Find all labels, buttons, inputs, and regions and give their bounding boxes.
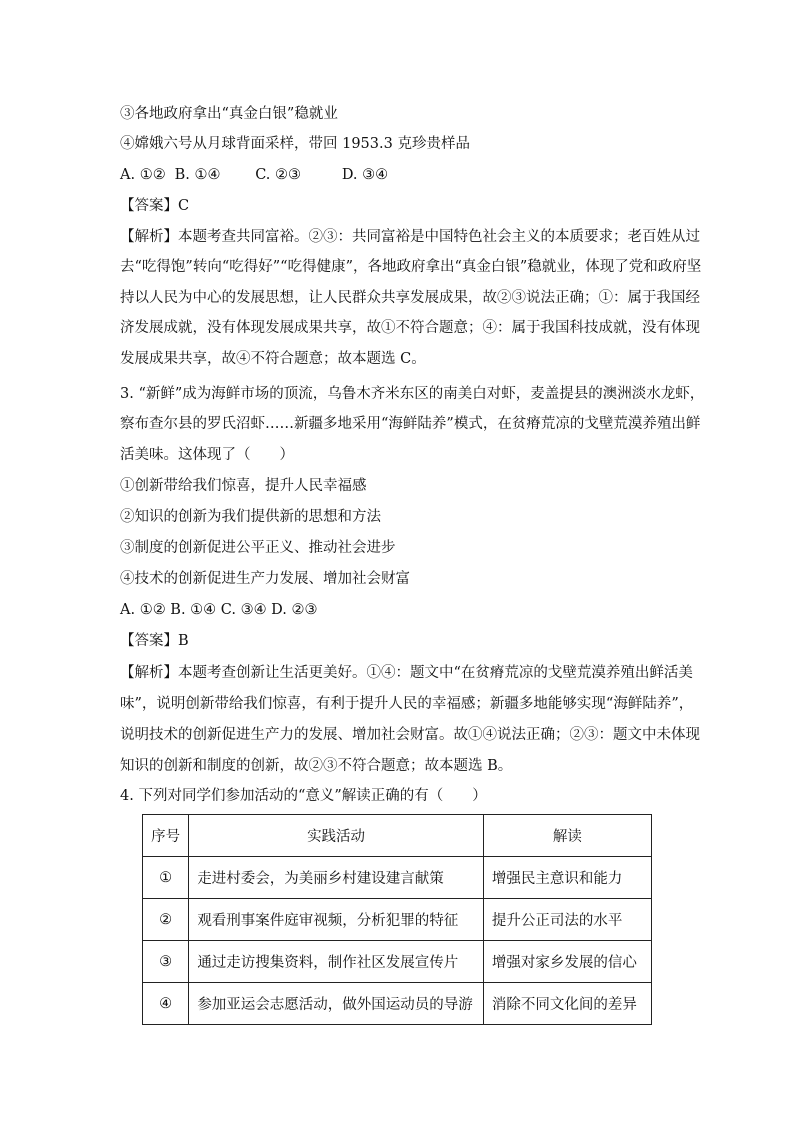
table-row [143, 941, 652, 983]
q3-item-4: ④技术的创新促进生产力发展、增加社会财富 [120, 571, 410, 587]
q2-analysis-line: 济发展成就，没有体现发展成果共享，故①不符合题意；④：属于我国科技成就，没有体现 [120, 320, 700, 336]
q2-answer: 【答案】C [120, 198, 190, 214]
q3-options: A. ①② B. ①④ C. ③④ D. ②③ [120, 602, 318, 618]
table-header-row [143, 815, 652, 857]
row-index: ④ [143, 983, 189, 1025]
row-activity: 观看刑事案件庭审视频，分析犯罪的特征 [189, 899, 484, 941]
row-activity: 通过走访搜集资料，制作社区发展宣传片 [189, 941, 484, 983]
q2-analysis-line: 去“吃得饱”转向“吃得好”“吃得健康”，各地政府拿出“真金白银”稳就业，体现了党和政府坚 [120, 259, 702, 275]
row-interpretation: 消除不同文化间的差异 [483, 983, 651, 1025]
q2-analysis-line: 持以人民为中心的发展思想，让人民群众共享发展成果，故②③说法正确；①：属于我国经 [120, 290, 700, 306]
q2-options [120, 165, 680, 187]
q2-option-c: C. ②③ [255, 167, 302, 183]
row-index: ② [143, 899, 189, 941]
q2-item-3: ③各地政府拿出“真金白银”稳就业 [120, 106, 338, 122]
header-index: 序号 [143, 815, 189, 857]
header-activity: 实践活动 [189, 815, 484, 857]
table-row [143, 857, 652, 899]
q3-item-3: ③制度的创新促进公平正义、推动社会进步 [120, 540, 396, 556]
q3-stem-line: 3. “新鲜”成为海鲜市场的顶流，乌鲁木齐米东区的南美白对虾，麦盖提县的澳洲淡水龙虾， [120, 386, 705, 402]
table-row [143, 983, 652, 1025]
q3-analysis-line: 说明技术的创新促进生产力的发展、增加社会财富。故①④说法正确；②③：题文中未体现 [120, 727, 700, 743]
row-interpretation: 增强对家乡发展的信心 [483, 941, 651, 983]
row-index: ③ [143, 941, 189, 983]
q2-item-4: ④嫦娥六号从月球背面采样，带回 1953.3 克珍贵样品 [120, 136, 470, 152]
q2-option-b: B. ①④ [174, 167, 221, 183]
row-interpretation: 提升公正司法的水平 [483, 899, 651, 941]
row-activity: 参加亚运会志愿活动，做外国运动员的导游 [189, 983, 484, 1025]
q3-analysis-line: 知识的创新和制度的创新，故②③不符合题意；故本题选 B。 [120, 758, 513, 774]
header-interpretation: 解读 [483, 815, 651, 857]
q3-answer: 【答案】B [120, 633, 189, 649]
q3-stem-line: 活美味。这体现了（ ） [120, 447, 294, 463]
q3-stem-line: 察布查尔县的罗氏沼虾……新疆多地采用“海鲜陆养”模式，在贫瘠荒凉的戈壁荒漠养殖出鲜 [120, 416, 701, 432]
q2-analysis-line: 发展成果共享，故④不符合题意；故本题选 C。 [120, 351, 426, 367]
row-index: ① [143, 857, 189, 899]
q2-option-d: D. ③④ [341, 167, 389, 183]
table-row [143, 899, 652, 941]
q3-item-2: ②知识的创新为我们提供新的思想和方法 [120, 509, 381, 525]
q4-table [142, 814, 652, 1025]
q2-analysis-line: 【解析】本题考查共同富裕。②③：共同富裕是中国特色社会主义的本质要求；老百姓从过 [120, 229, 700, 245]
row-interpretation: 增强民主意识和能力 [483, 857, 651, 899]
row-activity: 走进村委会，为美丽乡村建设建言献策 [189, 857, 484, 899]
q3-analysis-line: 【解析】本题考查创新让生活更美好。①④：题文中“在贫瘠荒凉的戈壁荒漠养殖出鲜活美 [120, 665, 693, 681]
q3-analysis-line: 味”，说明创新带给我们惊喜，有利于提升人民的幸福感；新疆多地能够实现“海鲜陆养”， [120, 696, 694, 712]
q4-stem: 4. 下列对同学们参加活动的“意义”解读正确的有（ ） [120, 788, 487, 804]
q2-option-a: A. ①② [120, 167, 166, 183]
q3-item-1: ①创新带给我们惊喜，提升人民幸福感 [120, 478, 367, 494]
